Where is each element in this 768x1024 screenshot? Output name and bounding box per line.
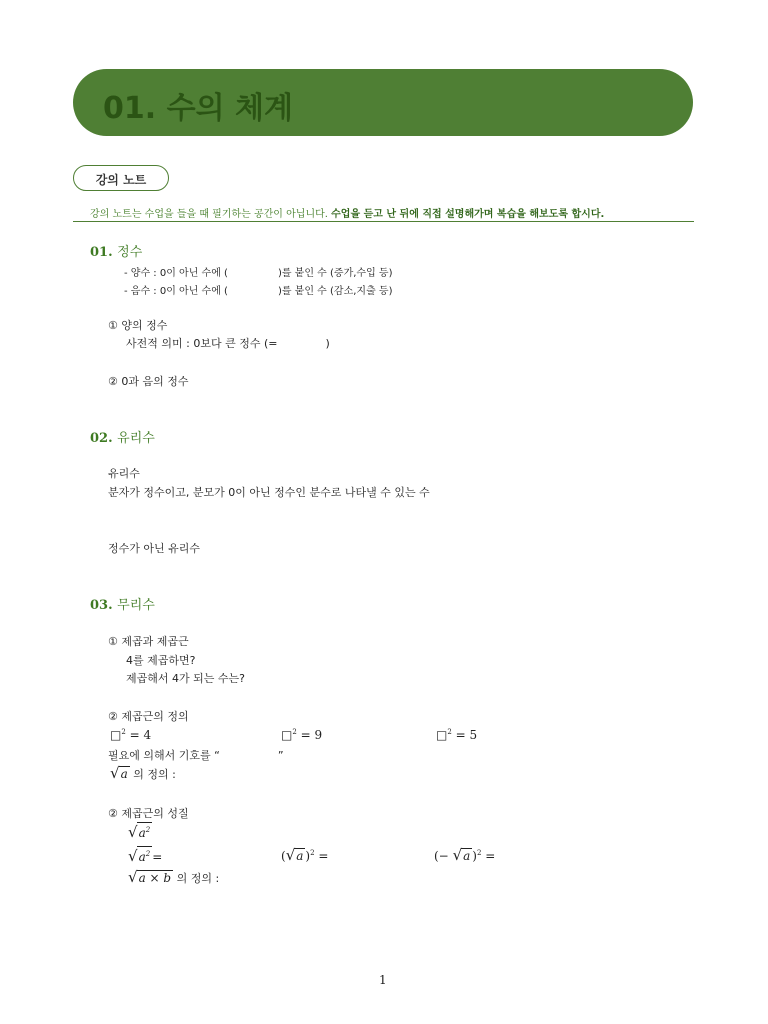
equals-sign: =: [485, 849, 496, 863]
section-title-rational: [90, 427, 155, 446]
sqrt-symbol-icon: √a: [110, 764, 128, 782]
sqrt-properties-label: ② 제곱근의 성질: [108, 807, 189, 820]
rational-definition: 분자가 정수이고, 분모가 0이 아닌 정수인 분수로 나타낼 수 있는 수: [108, 486, 430, 499]
intro-text: [90, 205, 604, 220]
note-badge: [73, 165, 169, 191]
definition-suffix: 의 정의 :: [176, 872, 220, 885]
symbol-post: ”: [277, 749, 284, 762]
section-name: 무리수: [117, 598, 155, 613]
positive-integer-meaning: [126, 335, 330, 351]
property-neg-sqrt-a-squared: (− √a )$^2$ =: [434, 846, 496, 864]
equation-square-4: □$^2$ = 4: [110, 728, 152, 742]
equation-rhs: = 9: [300, 728, 323, 742]
section-number: 02.: [90, 431, 113, 446]
header-divider: [73, 221, 694, 222]
section-title-integers: [90, 241, 142, 260]
equals-sign: =: [318, 849, 329, 863]
equation-square-9: □$^2$ = 9: [281, 728, 323, 742]
intro-plain: 강의 노트는 수업을 들을 때 필기하는 공간이 아닙니다.: [90, 209, 328, 220]
section-title-irrational: [90, 594, 155, 613]
equals-sign: =: [152, 850, 163, 864]
sqrt-a-times-b-definition: [128, 868, 219, 886]
square-question-2: 제곱해서 4가 되는 수는?: [126, 672, 245, 685]
sqrt-symbol-icon: $√a^2$: [128, 823, 151, 841]
property-sqrt-a-squared: [128, 846, 162, 865]
blank-box-icon: □: [110, 728, 122, 742]
intro-bold: 수업을 듣고 난 뒤에 직접 설명해가며 복습을 해보도록 합시다.: [331, 209, 605, 220]
square-item-label: ① 제곱과 제곱근: [108, 635, 189, 648]
title-banner: [73, 69, 693, 136]
section-name: 정수: [117, 245, 143, 260]
sqrt-symbol-icon: √a: [285, 846, 304, 864]
symbol-pre: 필요에 의해서 기호를 “: [108, 749, 220, 762]
sqrt-symbol-icon: √a: [452, 846, 471, 864]
line-pre: - 음수 : 0이 아닌 수에 (: [124, 286, 228, 297]
section-number: 01.: [90, 245, 113, 260]
symbol-need-line: [108, 747, 284, 763]
sqrt-a-definition: [110, 764, 176, 782]
meaning-pre: 사전적 의미 : 0보다 큰 정수 (=: [126, 337, 278, 350]
section-number: 03.: [90, 598, 113, 613]
blank-box-icon: □: [436, 728, 448, 742]
page-title: 01. 수의 체계: [103, 91, 293, 126]
section-name: 유리수: [117, 431, 155, 446]
equation-rhs: = 5: [455, 728, 478, 742]
positive-number-line: [124, 264, 392, 279]
sqrt-a-squared: [128, 822, 152, 841]
meaning-post: ): [325, 337, 330, 350]
page-number: 1: [379, 973, 387, 987]
sqrt-symbol-icon: $√a^2$: [128, 847, 151, 865]
rational-label: 유리수: [108, 467, 140, 480]
equation-square-5: □$^2$ = 5: [436, 728, 478, 742]
line-post: )를 붙인 수 (감소,지출 등): [277, 286, 393, 297]
line-post: )를 붙인 수 (증가,수입 등): [277, 268, 393, 279]
sqrt-symbol-icon: √a × b: [128, 868, 172, 886]
note-badge-label: 강의 노트: [95, 173, 147, 187]
non-integer-rational: 정수가 아닌 유리수: [108, 542, 201, 555]
property-sqrt-a-all-squared: (√a )$^2$ =: [281, 846, 329, 864]
square-question-1: 4를 제곱하면?: [126, 654, 196, 667]
blank-box-icon: □: [281, 728, 293, 742]
sqrt-definition-label: ② 제곱근의 정의: [108, 710, 189, 723]
zero-negative-item: ② 0과 음의 정수: [108, 375, 189, 388]
equation-rhs: = 4: [129, 728, 152, 742]
line-pre: - 양수 : 0이 아닌 수에 (: [124, 268, 228, 279]
positive-integer-item: ① 양의 정수: [108, 319, 168, 332]
definition-suffix: 의 정의 :: [133, 768, 176, 781]
negative-number-line: [124, 282, 392, 297]
